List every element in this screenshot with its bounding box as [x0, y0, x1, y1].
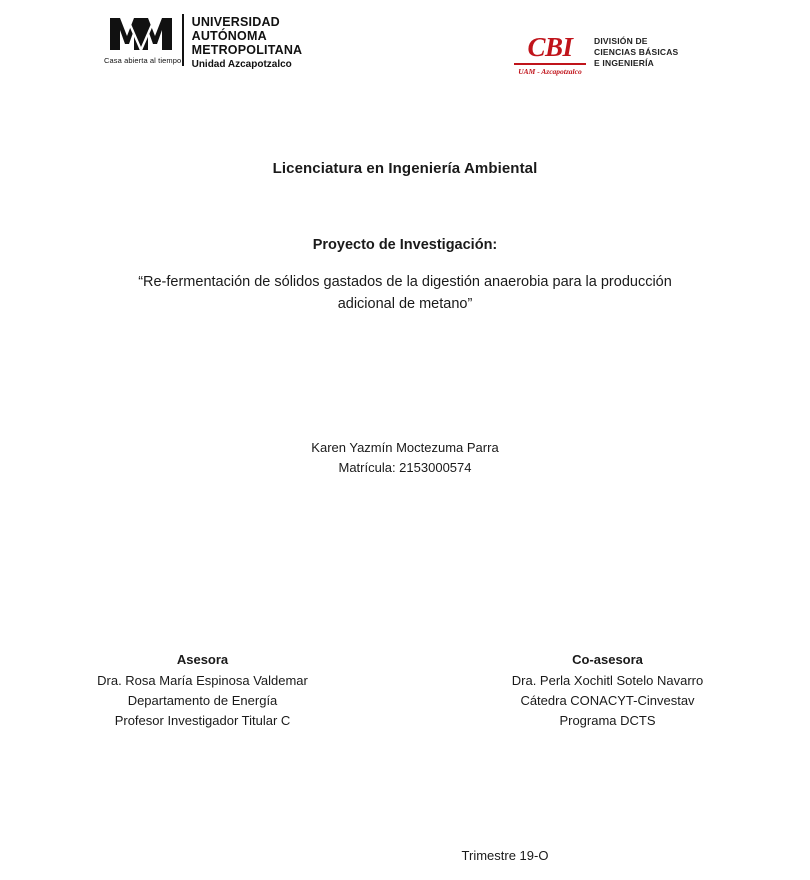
cbi-wordmark — [514, 34, 594, 76]
cbi-division-line-2: CIENCIAS BÁSICAS — [594, 47, 679, 58]
advisor-co-role: Co-asesora — [572, 652, 643, 667]
advisor-primary-department: Departamento de Energía — [127, 693, 278, 709]
cbi-division-line-3: E INGENIERÍA — [594, 58, 655, 69]
cbi-subtitle: UAM - Azcapotzalco — [518, 66, 582, 76]
advisor-primary-position: Profesor Investigador Titular C — [114, 713, 291, 729]
author-id: Matrícula: 2153000574 — [338, 460, 472, 476]
uam-divider — [182, 14, 184, 66]
advisor-co-program: Programa DCTS — [559, 713, 656, 729]
document-header — [0, 14, 810, 84]
term-label: Trimestre 19-O — [461, 848, 549, 863]
advisor-co-affiliation: Cátedra CONACYT-Cinvestav — [520, 693, 695, 709]
project-title: “Re-fermentación de sólidos gastados de la digestión anaerobia para la producción adicional de metano” — [138, 274, 672, 312]
author-block — [0, 438, 810, 478]
advisor-co — [405, 650, 810, 732]
advisor-primary-role: Asesora — [176, 652, 229, 667]
cbi-underline — [514, 63, 586, 65]
advisors-block — [0, 650, 810, 732]
cbi-acronym: CBI — [527, 32, 573, 62]
uam-line-2: AUTÓNOMA — [191, 29, 267, 43]
uam-wordmark — [192, 14, 303, 70]
advisor-primary — [0, 650, 405, 732]
uam-line-3: METROPOLITANA — [191, 43, 303, 57]
uam-unit: Unidad Azcapotzalco — [191, 58, 292, 70]
uam-line-1: UNIVERSIDAD — [191, 15, 280, 29]
uam-logo — [104, 14, 302, 70]
advisor-primary-name: Dra. Rosa María Espinosa Valdemar — [97, 673, 308, 689]
cbi-division-line-1: DIVISIÓN DE — [594, 36, 648, 46]
degree-title: Licenciatura en Ingeniería Ambiental — [272, 160, 538, 177]
project-label: Proyecto de Investigación: — [312, 237, 498, 253]
cbi-division-text — [594, 34, 678, 70]
cbi-logo — [514, 34, 678, 76]
author-name: Karen Yazmín Moctezuma Parra — [311, 440, 499, 455]
advisor-co-name: Dra. Perla Xochitl Sotelo Navarro — [511, 673, 704, 689]
uam-tagline: Casa abierta al tiempo — [104, 56, 182, 65]
uam-isotype-icon — [104, 14, 182, 65]
